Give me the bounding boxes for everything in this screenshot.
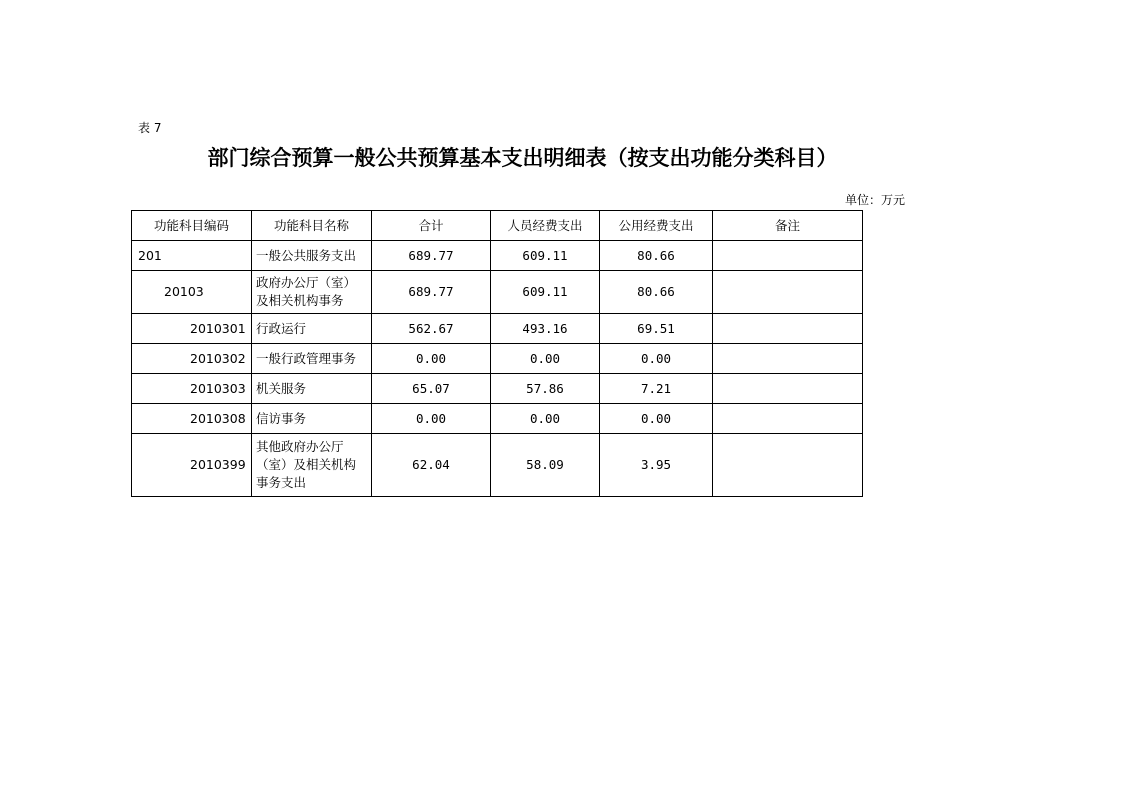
column-header-note: 备注 [713, 211, 863, 241]
cell-note [713, 271, 863, 314]
cell-total: 65.07 [372, 374, 491, 404]
cell-total: 0.00 [372, 344, 491, 374]
cell-name: 政府办公厅（室）及相关机构事务 [252, 271, 372, 314]
cell-note [713, 434, 863, 497]
cell-name: 信访事务 [252, 404, 372, 434]
cell-note [713, 344, 863, 374]
cell-total: 562.67 [372, 314, 491, 344]
cell-note [713, 314, 863, 344]
table-header-row [132, 211, 863, 241]
table-row [132, 374, 863, 404]
cell-personnel: 609.11 [491, 241, 600, 271]
cell-total: 62.04 [372, 434, 491, 497]
cell-personnel: 609.11 [491, 271, 600, 314]
cell-code: 2010399 [132, 434, 252, 497]
table-row [132, 241, 863, 271]
cell-code: 2010302 [132, 344, 252, 374]
cell-note [713, 404, 863, 434]
page-title: 部门综合预算一般公共预算基本支出明细表（按支出功能分类科目） [207, 146, 838, 170]
cell-public: 80.66 [600, 241, 713, 271]
cell-note [713, 374, 863, 404]
cell-personnel: 493.16 [491, 314, 600, 344]
cell-name: 机关服务 [252, 374, 372, 404]
table-row [132, 314, 863, 344]
column-header-code: 功能科目编码 [132, 211, 252, 241]
cell-name: 其他政府办公厅（室）及相关机构事务支出 [252, 434, 372, 497]
cell-total: 689.77 [372, 271, 491, 314]
cell-name: 一般公共服务支出 [252, 241, 372, 271]
cell-name: 行政运行 [252, 314, 372, 344]
cell-public: 69.51 [600, 314, 713, 344]
cell-total: 689.77 [372, 241, 491, 271]
cell-code: 20103 [132, 271, 252, 314]
cell-code: 2010303 [132, 374, 252, 404]
table-row [132, 404, 863, 434]
cell-name: 一般行政管理事务 [252, 344, 372, 374]
cell-code: 201 [132, 241, 252, 271]
cell-code: 2010308 [132, 404, 252, 434]
cell-public: 80.66 [600, 271, 713, 314]
table-row [132, 271, 863, 314]
cell-code: 2010301 [132, 314, 252, 344]
cell-personnel: 57.86 [491, 374, 600, 404]
unit-label: 单位：万元 [844, 193, 905, 207]
cell-personnel: 0.00 [491, 344, 600, 374]
table-row [132, 344, 863, 374]
cell-public: 7.21 [600, 374, 713, 404]
cell-note [713, 241, 863, 271]
table-number-label: 表 7 [138, 121, 162, 135]
column-header-personnel: 人员经费支出 [491, 211, 600, 241]
budget-detail-table [131, 210, 863, 497]
cell-total: 0.00 [372, 404, 491, 434]
column-header-public: 公用经费支出 [600, 211, 713, 241]
cell-personnel: 0.00 [491, 404, 600, 434]
cell-public: 0.00 [600, 404, 713, 434]
cell-personnel: 58.09 [491, 434, 600, 497]
cell-public: 3.95 [600, 434, 713, 497]
column-header-total: 合计 [372, 211, 491, 241]
cell-public: 0.00 [600, 344, 713, 374]
table-row [132, 434, 863, 497]
column-header-name: 功能科目名称 [252, 211, 372, 241]
